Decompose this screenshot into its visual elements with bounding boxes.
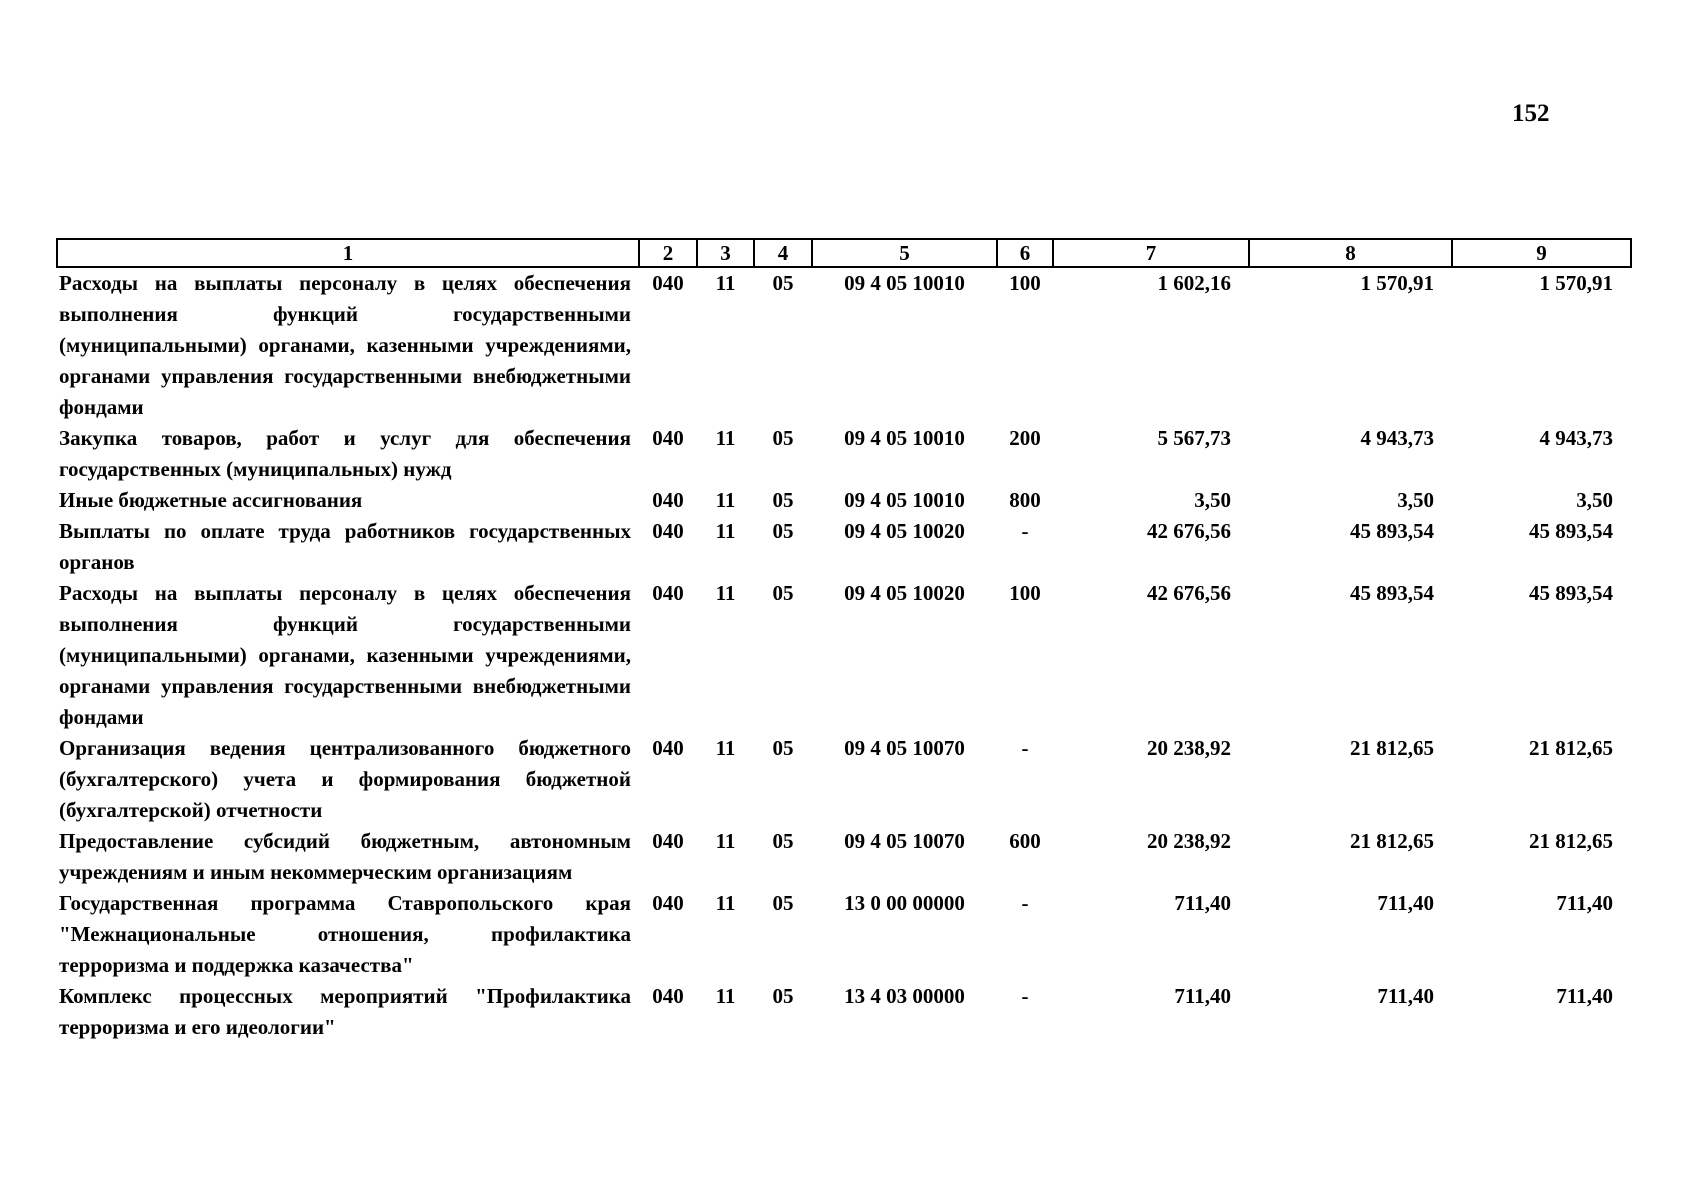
code-cell-6: 600 [1009,829,1041,853]
code-cell-5: 09 4 05 10020 [844,519,965,543]
code-cell-5: 09 4 05 10070 [844,829,965,853]
amount-cell-8: 45 893,54 [1350,519,1434,543]
table-row [57,516,1631,578]
amount-cell-9: 711,40 [1556,891,1613,915]
code-cell-4: 05 [772,581,794,605]
amount-cell-7: 42 676,56 [1147,519,1231,543]
row-name-cell: Расходы на выплаты персоналу в целях обеспечения выполнения функций государственными (муниципальными) органами, казенными учреждениями, органами управления государственными внебюджетными фондами [59,271,631,419]
row-name-cell: Организация ведения централизованного бюджетного (бухгалтерского) учета и формирования бюджетной (бухгалтерской) отчетности [59,736,631,822]
table-row [57,826,1631,888]
amount-cell-9: 1 570,91 [1539,271,1613,295]
row-name-cell: Закупка товаров, работ и услуг для обеспечения государственных (муниципальных) нужд [59,426,631,481]
amount-cell-8: 4 943,73 [1360,426,1434,450]
amount-cell-8: 45 893,54 [1350,581,1434,605]
amount-cell-7: 1 602,16 [1157,271,1231,295]
code-cell-6: 100 [1009,271,1041,295]
row-name-cell: Комплекс процессных мероприятий "Профилактика терроризма и его идеологии" [59,984,631,1039]
code-cell-2: 040 [652,519,684,543]
amount-cell-7: 20 238,92 [1147,736,1231,760]
amount-cell-9: 21 812,65 [1529,736,1613,760]
table-row [57,733,1631,826]
code-cell-6: - [1021,984,1029,1008]
code-cell-5: 09 4 05 10070 [844,736,965,760]
amount-cell-7: 20 238,92 [1147,829,1231,853]
code-cell-3: 11 [715,829,736,853]
header-cell: 3 [697,239,754,267]
code-cell-2: 040 [652,271,684,295]
amount-cell-7: 42 676,56 [1147,581,1231,605]
header-row [57,239,1631,267]
header-cell: 7 [1053,239,1249,267]
amount-cell-7: 3,50 [1194,488,1231,512]
code-cell-3: 11 [715,488,736,512]
header-cell: 6 [997,239,1053,267]
code-cell-6: 800 [1009,488,1041,512]
code-cell-2: 040 [652,488,684,512]
code-cell-6: - [1021,736,1029,760]
code-cell-5: 09 4 05 10010 [844,488,965,512]
code-cell-2: 040 [652,984,684,1008]
code-cell-6: - [1021,891,1029,915]
code-cell-4: 05 [772,984,794,1008]
code-cell-4: 05 [772,829,794,853]
code-cell-5: 13 4 03 00000 [844,984,965,1008]
table-row [57,267,1631,423]
table-row [57,485,1631,516]
amount-cell-9: 711,40 [1556,984,1613,1008]
row-name-cell: Государственная программа Ставропольского края "Межнациональные отношения, профилактика терроризма и поддержка казачества" [59,891,631,977]
table-row [57,423,1631,485]
code-cell-6: 200 [1009,426,1041,450]
code-cell-4: 05 [772,488,794,512]
code-cell-5: 09 4 05 10010 [844,271,965,295]
header-cell: 8 [1249,239,1452,267]
row-name-cell: Предоставление субсидий бюджетным, автономным учреждениям и иным некоммерческим организациям [59,829,631,884]
amount-cell-7: 711,40 [1174,891,1231,915]
code-cell-3: 11 [715,984,736,1008]
amount-cell-7: 5 567,73 [1157,426,1231,450]
header-cell: 9 [1452,239,1631,267]
code-cell-5: 13 0 00 00000 [844,891,965,915]
amount-cell-9: 3,50 [1576,488,1613,512]
code-cell-4: 05 [772,519,794,543]
code-cell-3: 11 [715,736,736,760]
amount-cell-9: 45 893,54 [1529,581,1613,605]
code-cell-3: 11 [715,519,736,543]
code-cell-3: 11 [715,581,736,605]
code-cell-6: - [1021,519,1029,543]
amount-cell-8: 21 812,65 [1350,736,1434,760]
row-name-cell: Выплаты по оплате труда работников государственных органов [59,519,631,574]
code-cell-3: 11 [715,891,736,915]
code-cell-4: 05 [772,891,794,915]
table-row [57,578,1631,733]
code-cell-2: 040 [652,426,684,450]
code-cell-2: 040 [652,829,684,853]
amount-cell-9: 45 893,54 [1529,519,1613,543]
budget-table [56,238,1632,1043]
amount-cell-8: 3,50 [1397,488,1434,512]
row-name-cell: Иные бюджетные ассигнования [59,488,363,512]
row-name-cell: Расходы на выплаты персоналу в целях обеспечения выполнения функций государственными (муниципальными) органами, казенными учреждениями, органами управления государственными внебюджетными фондами [59,581,631,729]
header-cell: 1 [57,239,639,267]
code-cell-2: 040 [652,736,684,760]
amount-cell-8: 711,40 [1377,891,1434,915]
code-cell-2: 040 [652,891,684,915]
amount-cell-9: 21 812,65 [1529,829,1613,853]
code-cell-3: 11 [715,426,736,450]
header-cell: 5 [812,239,997,267]
code-cell-4: 05 [772,426,794,450]
code-cell-5: 09 4 05 10010 [844,426,965,450]
code-cell-4: 05 [772,271,794,295]
amount-cell-8: 21 812,65 [1350,829,1434,853]
code-cell-5: 09 4 05 10020 [844,581,965,605]
code-cell-3: 11 [715,271,736,295]
amount-cell-7: 711,40 [1174,984,1231,1008]
table-row [57,888,1631,981]
amount-cell-9: 4 943,73 [1539,426,1613,450]
header-cell: 2 [639,239,697,267]
header-cell: 4 [754,239,812,267]
code-cell-4: 05 [772,736,794,760]
amount-cell-8: 711,40 [1377,984,1434,1008]
code-cell-6: 100 [1009,581,1041,605]
amount-cell-8: 1 570,91 [1360,271,1434,295]
page-number: 152 [1512,100,1550,127]
code-cell-2: 040 [652,581,684,605]
table-row [57,981,1631,1043]
